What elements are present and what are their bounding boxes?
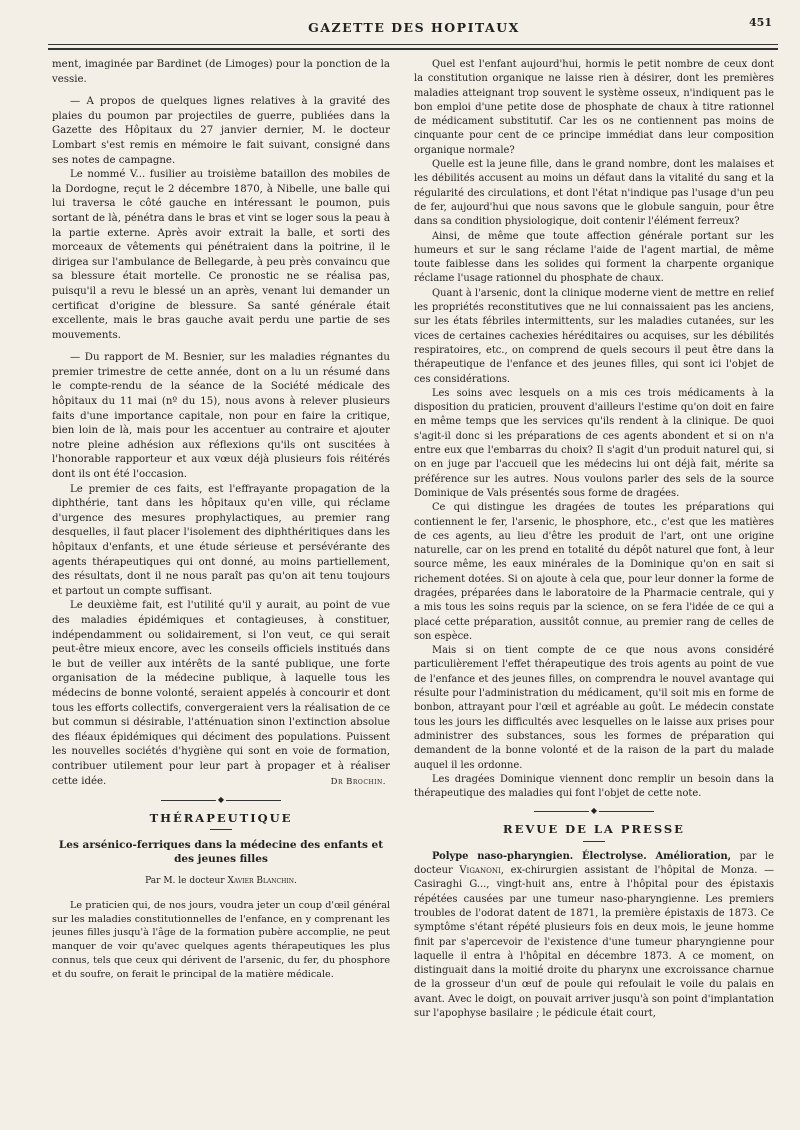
paragraph: Le premier de ces faits, est l'effrayante propagation de la diphthérie, tant dans les hôpitaux qu'en ville, qui réclame d'urgence des mesures prophylactiques, au premier rang desquelles, il faut placer l'isolement des diphthéritiques dans les hôpitaux d'enfants, et une étude sérieuse et persévérante des agents thérapeutiques qui ont donné, au moins partiellement, des résultats, dont il ne nous paraît pas qu'on ait tenu toujours et partout un compte suffisant. — [52, 483, 390, 597]
article-title: Les arsénico-ferriques dans la médecine des enfants et des jeunes filles — [58, 839, 384, 866]
paragraph: — Du rapport de M. Besnier, sur les maladies régnantes du premier trimestre de cette année, dont on a lu un résumé dans le compte-rendu de la séance de la Société médicale des hôpitaux du 11 mai (nº du 15), nous avons à relever plusieurs faits d'une importance capitale, non pour en faire la critique, bien loin de là, mais pour les accentuer au contraire et ajouter notre pleine adhésion aux réflexions qu'ils ont suscitées à l'honorable rapporteur et aux vœux déjà plusieurs fois réitérés dont ils ont été l'occasion. — [52, 352, 390, 481]
paragraph: ment, imaginée par Bardinet (de Limoges) pour la ponction de la vessie. — [52, 59, 390, 85]
paragraph: Quel est l'enfant aujourd'hui, hormis le petit nombre de ceux dont la constitution organique ne laisse rien à désirer, dont les premières maladies atteignant trop souvent le système osseux, n'indiquent pas le bon emploi d'une petite dose de phosphate de chaux à titre rationnel de médicament substitutif. Car les os ne contiennent pas moins de cinquante pour cent de ce principe immédiat dans leur composition organique normale? — [414, 59, 774, 156]
paragraph: Ce qui distingue les dragées de toutes les préparations qui contiennent le fer, l'arsenic, le phosphore, etc., c'est que les matières de ces agents, au lieu d'être les produit de l'art, ont une origine naturelle, car on les prend en totalité du dépôt naturel que font, à leur source même, les eaux minérales de la Dominique qu'on en sait si richement dotées. Si on ajoute à cela que, pour leur donner la forme de dragées, préparées dans le laboratoire de la Pharmacie centrale, qui y a mis tous les soins requis par la science, on se fera l'idée de ce qui a placé cette préparation, aussitôt connue, au premier rang de celles de son espèce. — [414, 502, 774, 642]
paragraph — [414, 850, 774, 1022]
paragraph: — A propos de quelques lignes relatives à la gravité des plaies du poumon par projectiles de guerre, publiées dans la Gazette des Hôpitaux du 27 janvier dernier, M. le docteur Lombart s'est remis en mémoire le fait suivant, consigné dans ses notes de campagne. — [52, 96, 390, 166]
divider-ornament-icon: ◆ — [590, 806, 598, 816]
article-by: par le docteur — [414, 850, 774, 877]
divider-ornament-icon: ◆ — [217, 794, 225, 804]
left-column — [52, 58, 390, 1110]
page-header — [48, 14, 780, 40]
paragraph: Les soins avec lesquels on a mis ces trois médicaments à la disposition du praticien, prouvent d'ailleurs l'estime qu'on doit en faire en même temps que les services qu'ils rendent à la clinique. De quoi s'agit-il donc si les préparations de ces agents abondent et si on n'a entre eux que l'embarras du choix? Il s'agit d'un produit naturel qui, si on en juge par l'accueil que les médecins lui ont déjà fait, mérite sa préférence sur les autres. Nous voulons parler des sels de la source Dominique de Vals présentés sous forme de dragées. — [414, 387, 774, 499]
article-body: , ex-chirurgien assistant de l'hôpital de Monza. — Casiraghi G..., vingt-huit ans, entre à l'hôpital pour des épistaxis répétées causées par une tumeur naso-pharyngienne. Les premiers troubles de l'odorat datent de 1871, la première épistaxis de 1873. Ce symptôme s'étant répété plusieurs fois en deux mois, le jeune homme finit par s'apercevoir de l'existence d'une tumeur pharyngienne pour laquelle il entra à l'hôpital en décembre 1873. A ce moment, on distinguait dans la moitié droite du pharynx une excroissance charnue de la grosseur d'un œuf de poule qui refoulait le voile du palais en avant. Avec le doigt, on pouvait arriver jusqu'à son point d'implantation sur l'apophyse basilaire ; le pédicule était court, — [414, 865, 774, 1019]
section-divider — [161, 794, 281, 804]
short-rule — [210, 829, 232, 830]
header-rule-thick — [48, 48, 778, 50]
article-author: Viganoni — [459, 865, 501, 877]
paragraph: Ainsi, de même que toute affection générale portant sur les humeurs et sur le sang réclame l'aide de l'agent martial, de même toute faiblesse dans les solides qui forment la charpente organique réclame l'usage rationnel du phosphate de chaux. — [414, 230, 774, 285]
byline — [52, 874, 390, 889]
author-signature: Dr Brochin. — [330, 777, 386, 788]
section-divider — [534, 806, 654, 816]
section-title: THÉRAPEUTIQUE — [149, 810, 293, 825]
short-rule — [583, 841, 605, 842]
paragraph: Les dragées Dominique viennent donc remplir un besoin dans la thérapeutique des maladies qui font l'objet de cette note. — [414, 773, 774, 800]
article-lead: Polype naso-pharyngien. Électrolyse. Amélioration, — [432, 850, 732, 862]
journal-title: GAZETTE DES HOPITAUX — [308, 20, 520, 35]
byline-prefix: Par M. le docteur — [145, 876, 228, 887]
header-rule-thin — [48, 44, 778, 45]
paragraph: Le praticien qui, de nos jours, voudra jeter un coup d'œil général sur les maladies constitutionnelles de l'enfance, en y comprenant les jeunes filles jusqu'à l'âge de la formation pubère accomplie, ne peut manquer de voir qu'avec quelques agents thérapeutiques les plus connus, tels que ceux qui dérivent de l'arsenic, du fer, du phosphore et du soufre, on ferait le principal de la matière médicale. — [52, 899, 390, 980]
section-title: REVUE DE LA PRESSE — [503, 822, 685, 837]
paragraph: Le deuxième fait, est l'utilité qu'il y aurait, au point de vue des maladies épidémiques et contagieuses, à constituer, indépendamment ou solidairement, si l'on veut, ce qui serait peut-être mieux encore, avec les conseils officiels institués dans le but de veiller aux intérêts de la santé publique, une forte organisation de la médecine publique, à laquelle tous les médecins de bonne volonté, seraient appelés à concourir et dont tous les efforts collectifs, convergeraient vers la réalisation de ce but commun si désirable, l'atténuation sinon l'extinction absolue des fléaux épidémiques qui déciment des populations. Puissent les nouvelles sociétés d'hygiène qui sont en voie de formation, contribuer utilement pour leur part à propager et à réaliser cette idée. — [52, 600, 390, 787]
right-column — [414, 58, 774, 1110]
paragraph: Quelle est la jeune fille, dans le grand nombre, dont les malaises et les débilités accusent au moins un défaut dans la vitalité du sang et la régularité des circulations, et dont l'état n'indique pas l'usage d'un peu de fer, aujourd'hui que nous savons que le globule sanguin, pour être dans sa condition physiologique, doit contenir l'élément ferreux? — [414, 159, 774, 228]
paragraph: Quant à l'arsenic, dont la clinique moderne vient de mettre en relief les propriétés reconstitutives que ne lui connaissaient pas les anciens, sur les états fébriles intermittents, sur les maladies cutanées, sur les vices de certaines cachexies héréditaires ou acquises, sur les débilités respiratoires, etc., on comprend de quels secours il peut être dans la thérapeutique de l'enfance et des jeunes filles, qui sont ici l'objet de ces considérations. — [414, 287, 774, 385]
paragraph: Le nommé V... fusilier au troisième bataillon des mobiles de la Dordogne, reçut le 2 décembre 1870, à Nibelle, une balle qui lui traversa le côté gauche en intéressant le poumon, puis sortant de là, pénétra dans le bras et vint se loger sous la peau à la partie externe. Après avoir extrait la balle, et sorti des morceaux de vêtements qui pénétraient dans la poitrine, il le dirigea sur l'ambulance de Bellegarde, à peu près convaincu que sa blessure était mortelle. Ce pronostic ne se réalisa pas, puisqu'il a revu le blessé un an après, venant lui demander un certificat d'origine de blessure. Sa santé générale était excellente, mais le bras gauche avait perdu une partie de ses mouvements. — [52, 169, 390, 341]
byline-author: Xavier Blanchin. — [227, 876, 297, 887]
paragraph: Mais si on tient compte de ce que nous avons considéré particulièrement l'effet thérapeutique des trois agents au point de vue de l'enfance et des jeunes filles, on comprendra le nouvel avantage qui résulte pour l'administration du médicament, qu'il soit mis en forme de bonbon, attrayant pour l'œil et agréable au goût. Le médecin constate tous les jours les difficultés avec lesquelles on le laisse aux prises pour administrer des substances, sous les formes de préparation qui demandent de la bonne volonté et de la raison de la part du malade auquel il les ordonne. — [414, 645, 774, 771]
page-number: 451 — [749, 16, 772, 29]
